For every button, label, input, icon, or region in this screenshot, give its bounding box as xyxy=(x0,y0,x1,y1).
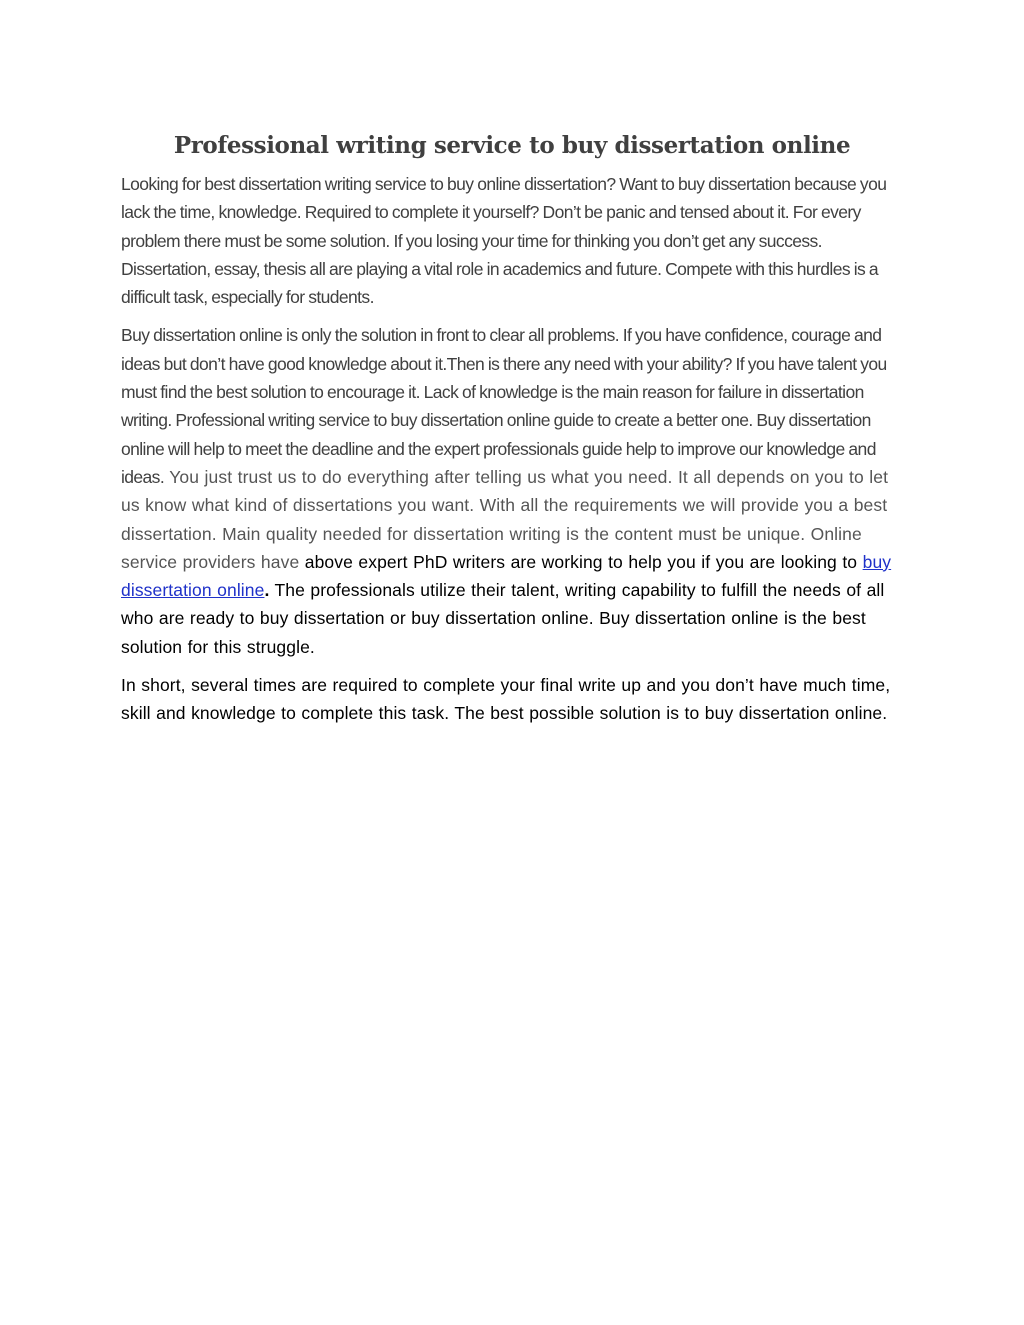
document-title: Professional writing service to buy dissertation online xyxy=(173,132,851,159)
paragraph-main-dot: . xyxy=(264,580,270,601)
buy-dissertation-online-link[interactable]: buy dissertation online xyxy=(121,551,892,601)
document-body xyxy=(121,170,907,728)
paragraph-main-part1: Buy dissertation online is only the solution in front to clear all problems. If you have confidence, courage and ideas but don’t have good knowledge about it.Then is there any need with your ability? If you have talent you must find the best solution to encourage it. Lack of knowledge is the main reason for failure in dissertation writing. Professional writing service to buy dissertation online guide to create a better one. Buy dissertation online will help to meet the deadline and the expert professionals guide help to improve our knowledge and ideas. xyxy=(121,325,887,487)
paragraph-main xyxy=(121,321,907,661)
paragraph-intro: Looking for best dissertation writing service to buy online dissertation? Want to buy dissertation because you lack the time, knowledge. Required to complete it yourself? Don’t be panic and tensed about it. For every problem there must be some solution. If you losing your time for thinking you don’t get any success. Dissertation, essay, thesis all are playing a vital role in academics and future. Compete with this hurdles is a difficult task, especially for students. xyxy=(121,174,887,308)
paragraph-conclusion: In short, several times are required to complete your final write up and you don’t have much time, skill and knowledge to complete this task. The best possible solution is to buy dissertation online. xyxy=(121,675,891,724)
paragraph-main-part3: above expert PhD writers are working to help you if you are looking to xyxy=(299,551,863,572)
paragraph-main-part2: You just trust us to do everything after telling us what you need. It all depends on you to let us know what kind of dissertations you want. With all the requirements we will provide you a best dissertation. Main quality needed for dissertation writing is the content must be unique. Online service providers have xyxy=(121,466,889,572)
paragraph-main-part4: The professionals utilize their talent, writing capability to fulfill the needs of all who are ready to buy dissertation or buy dissertation online. Buy dissertation online is the best solution for this struggle. xyxy=(121,580,885,657)
